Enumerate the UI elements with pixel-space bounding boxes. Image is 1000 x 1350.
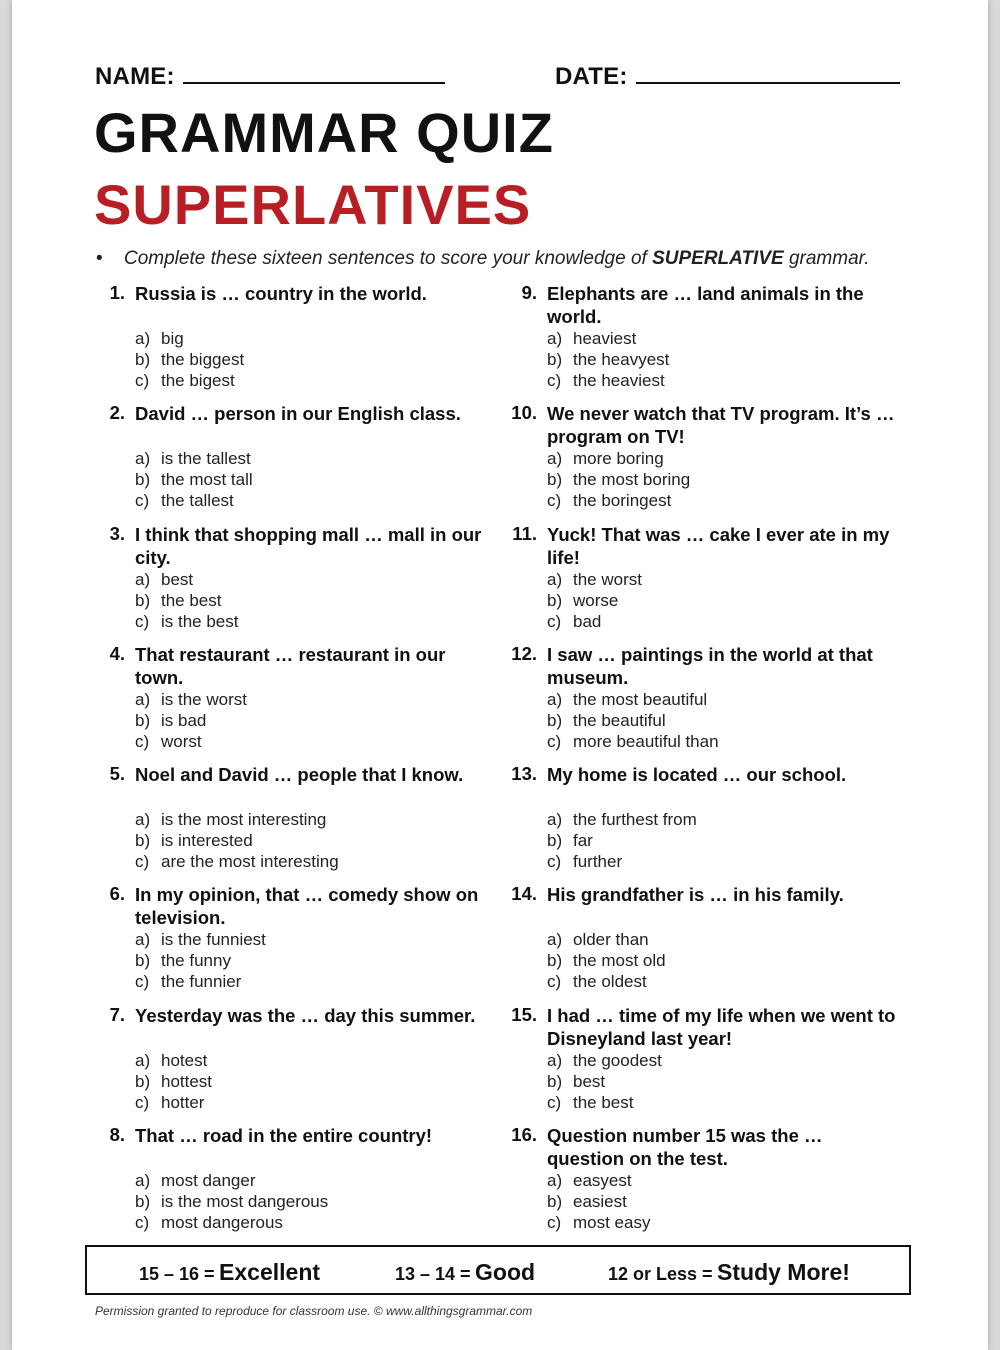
option-letter: b) bbox=[135, 951, 151, 971]
question-stem: I think that shopping mall … mall in our city. bbox=[135, 523, 482, 568]
questions-left-column bbox=[92, 282, 492, 1244]
question-item bbox=[92, 402, 492, 522]
answer-option[interactable] bbox=[547, 731, 719, 752]
option-letter: c) bbox=[135, 611, 150, 631]
question-number: 11. bbox=[512, 522, 537, 544]
option-text: is the best bbox=[161, 611, 239, 631]
answer-option[interactable] bbox=[135, 1050, 212, 1071]
option-text: the boringest bbox=[573, 491, 672, 511]
option-letter: c) bbox=[547, 731, 562, 751]
option-letter: b) bbox=[547, 1192, 563, 1212]
footer-permission: Permission granted to reproduce for classroom use. © www.allthingsgrammar.com bbox=[95, 1304, 533, 1318]
date-blank-line[interactable] bbox=[636, 62, 900, 84]
name-blank-line[interactable] bbox=[183, 62, 445, 84]
answer-options bbox=[135, 929, 266, 992]
answer-option[interactable] bbox=[547, 1170, 650, 1191]
question-number: 14. bbox=[511, 883, 537, 905]
answer-option[interactable] bbox=[135, 1170, 328, 1191]
question-item bbox=[504, 282, 904, 402]
bullet-icon: • bbox=[96, 248, 103, 269]
answer-options bbox=[135, 448, 253, 511]
answer-option[interactable] bbox=[135, 710, 247, 731]
option-letter: c) bbox=[135, 1213, 150, 1233]
answer-options bbox=[547, 569, 642, 632]
option-text: most easy bbox=[573, 1213, 651, 1233]
question-item bbox=[92, 1124, 492, 1244]
option-text: worse bbox=[573, 590, 619, 610]
answer-options bbox=[547, 929, 666, 992]
option-text: is the funniest bbox=[161, 930, 266, 950]
score-key-excellent bbox=[139, 1259, 320, 1286]
option-letter: b) bbox=[135, 350, 151, 369]
answer-options bbox=[135, 1050, 212, 1113]
question-stem: In my opinion, that … comedy show on television. bbox=[135, 884, 479, 929]
option-letter: a) bbox=[135, 930, 151, 950]
option-letter: c) bbox=[135, 491, 150, 511]
option-letter: c) bbox=[547, 491, 562, 511]
answer-option[interactable] bbox=[547, 1092, 662, 1113]
answer-option[interactable] bbox=[135, 349, 244, 370]
answer-option[interactable] bbox=[135, 611, 239, 632]
name-field[interactable] bbox=[95, 62, 445, 91]
option-letter: a) bbox=[547, 1050, 563, 1070]
option-text: the heavyest bbox=[573, 350, 670, 369]
score-result: Study More! bbox=[717, 1259, 850, 1285]
answer-option[interactable] bbox=[135, 1071, 212, 1092]
answer-option[interactable] bbox=[547, 1071, 662, 1092]
option-letter: b) bbox=[547, 951, 563, 971]
option-letter: a) bbox=[135, 569, 151, 589]
question-item bbox=[504, 1124, 904, 1244]
option-text: the worst bbox=[573, 569, 642, 589]
option-text: bad bbox=[573, 611, 602, 631]
name-label: NAME: bbox=[95, 63, 175, 90]
answer-option[interactable] bbox=[547, 469, 690, 490]
question-stem: I saw … paintings in the world at that museum. bbox=[547, 643, 873, 688]
option-letter: c) bbox=[547, 371, 562, 390]
option-letter: c) bbox=[135, 731, 150, 751]
score-range: 13 – 14 = bbox=[395, 1264, 471, 1284]
option-text: the most beautiful bbox=[573, 689, 708, 709]
answer-option[interactable] bbox=[135, 971, 266, 992]
option-text: easyest bbox=[573, 1171, 632, 1191]
answer-options bbox=[547, 689, 719, 752]
option-text: the most old bbox=[573, 951, 666, 971]
option-letter: a) bbox=[547, 689, 563, 709]
question-stem: David … person in our English class. bbox=[135, 403, 461, 425]
answer-option[interactable] bbox=[547, 971, 666, 992]
option-letter: a) bbox=[547, 1171, 563, 1191]
answer-option[interactable] bbox=[547, 950, 666, 971]
question-item bbox=[504, 523, 904, 643]
option-text: the funny bbox=[161, 951, 231, 971]
option-text: is bad bbox=[161, 710, 207, 730]
question-stem: My home is located … our school. bbox=[547, 764, 847, 786]
score-result: Good bbox=[475, 1259, 536, 1285]
question-number: 4. bbox=[109, 642, 125, 664]
question-item bbox=[92, 763, 492, 883]
option-letter: a) bbox=[135, 810, 151, 830]
option-text: is the worst bbox=[161, 689, 247, 709]
question-number: 16. bbox=[511, 1124, 537, 1146]
question-number: 10. bbox=[511, 402, 537, 424]
option-text: further bbox=[573, 852, 623, 872]
answer-option[interactable] bbox=[135, 448, 253, 469]
option-text: older than bbox=[573, 930, 649, 950]
option-text: the heaviest bbox=[573, 371, 665, 390]
question-number: 15. bbox=[511, 1003, 537, 1025]
answer-option[interactable] bbox=[135, 830, 339, 851]
question-stem: That restaurant … restaurant in our town. bbox=[135, 643, 446, 688]
option-text: the best bbox=[161, 590, 222, 610]
option-text: worst bbox=[161, 731, 202, 751]
option-text: hotest bbox=[161, 1050, 208, 1070]
answer-option[interactable] bbox=[547, 689, 719, 710]
answer-option[interactable] bbox=[135, 1092, 212, 1113]
instruction-text-before: Complete these sixteen sentences to score your knowledge of bbox=[124, 248, 647, 269]
option-text: the oldest bbox=[573, 972, 647, 992]
answer-options bbox=[547, 328, 669, 391]
option-letter: a) bbox=[547, 569, 563, 589]
option-letter: a) bbox=[547, 329, 563, 348]
question-number: 5. bbox=[109, 763, 125, 785]
question-item bbox=[92, 1004, 492, 1124]
answer-option[interactable] bbox=[135, 469, 253, 490]
answer-option[interactable] bbox=[547, 1050, 662, 1071]
question-item bbox=[504, 402, 904, 522]
answer-option[interactable] bbox=[135, 328, 244, 349]
question-number: 1. bbox=[109, 282, 125, 303]
answer-options bbox=[547, 1050, 662, 1113]
question-stem: I had … time of my life when we went to Disneyland last year! bbox=[547, 1004, 896, 1049]
answer-option[interactable] bbox=[547, 710, 719, 731]
option-letter: c) bbox=[547, 852, 562, 872]
answer-option[interactable] bbox=[135, 731, 247, 752]
option-letter: b) bbox=[547, 831, 563, 851]
answer-option[interactable] bbox=[135, 1191, 328, 1212]
option-text: big bbox=[161, 329, 184, 348]
answer-option[interactable] bbox=[547, 851, 697, 872]
option-text: is the tallest bbox=[161, 449, 251, 469]
question-number: 6. bbox=[109, 883, 125, 905]
option-text: the most tall bbox=[161, 470, 253, 490]
instruction-text-after: grammar. bbox=[788, 248, 870, 269]
answer-options bbox=[547, 809, 697, 872]
option-letter: c) bbox=[135, 972, 150, 992]
question-number: 3. bbox=[109, 522, 125, 544]
question-stem: Elephants are … land animals in the world. bbox=[547, 283, 864, 327]
option-letter: b) bbox=[135, 1192, 151, 1212]
option-text: is the most interesting bbox=[161, 810, 327, 830]
option-text: hotter bbox=[161, 1092, 205, 1112]
option-letter: c) bbox=[547, 1213, 562, 1233]
score-key-good bbox=[395, 1259, 535, 1286]
answer-options bbox=[547, 1170, 650, 1233]
questions-right-column bbox=[504, 282, 904, 1244]
option-text: best bbox=[161, 569, 194, 589]
answer-option[interactable] bbox=[547, 370, 669, 391]
answer-option[interactable] bbox=[547, 1212, 650, 1233]
answer-option[interactable] bbox=[135, 929, 266, 950]
option-text: best bbox=[573, 1071, 606, 1091]
answer-options bbox=[547, 448, 690, 511]
option-letter: b) bbox=[547, 590, 563, 610]
option-text: easiest bbox=[573, 1192, 627, 1212]
option-text: most dangerous bbox=[161, 1213, 283, 1233]
option-letter: b) bbox=[135, 470, 151, 490]
answer-options bbox=[135, 1170, 328, 1233]
answer-option[interactable] bbox=[547, 1191, 650, 1212]
option-text: the funnier bbox=[161, 972, 242, 992]
question-item bbox=[504, 1004, 904, 1124]
option-letter: b) bbox=[547, 1071, 563, 1091]
option-letter: a) bbox=[135, 1050, 151, 1070]
option-text: more boring bbox=[573, 449, 664, 469]
question-number: 9. bbox=[521, 282, 537, 303]
answer-option[interactable] bbox=[135, 590, 239, 611]
worksheet-page bbox=[12, 0, 988, 1350]
option-letter: a) bbox=[547, 930, 563, 950]
answer-option[interactable] bbox=[135, 950, 266, 971]
score-key-box bbox=[85, 1245, 911, 1295]
option-text: more beautiful than bbox=[573, 731, 719, 751]
score-range: 12 or Less = bbox=[608, 1264, 713, 1284]
answer-option[interactable] bbox=[135, 809, 339, 830]
question-item bbox=[504, 763, 904, 883]
option-text: hottest bbox=[161, 1071, 213, 1091]
score-result: Excellent bbox=[219, 1259, 321, 1285]
answer-option[interactable] bbox=[547, 590, 642, 611]
answer-option[interactable] bbox=[547, 448, 690, 469]
answer-option[interactable] bbox=[547, 929, 666, 950]
option-letter: a) bbox=[547, 810, 563, 830]
option-letter: a) bbox=[547, 449, 563, 469]
answer-option[interactable] bbox=[547, 809, 697, 830]
date-label: DATE: bbox=[555, 63, 628, 90]
option-letter: a) bbox=[135, 689, 151, 709]
option-text: the bigest bbox=[161, 371, 235, 390]
question-item bbox=[92, 523, 492, 643]
option-text: the best bbox=[573, 1092, 634, 1112]
option-text: most danger bbox=[161, 1171, 256, 1191]
question-stem: Noel and David … people that I know. bbox=[135, 764, 464, 786]
answer-option[interactable] bbox=[547, 328, 669, 349]
answer-option[interactable] bbox=[135, 490, 253, 511]
instruction bbox=[96, 248, 870, 270]
option-text: is the most dangerous bbox=[161, 1192, 329, 1212]
question-stem: His grandfather is … in his family. bbox=[547, 884, 844, 906]
question-number: 13. bbox=[511, 763, 537, 785]
option-letter: c) bbox=[135, 371, 150, 390]
answer-option[interactable] bbox=[547, 830, 697, 851]
option-letter: c) bbox=[547, 611, 562, 631]
question-number: 7. bbox=[109, 1003, 125, 1025]
page-title: GRAMMAR QUIZ bbox=[94, 101, 554, 164]
option-letter: a) bbox=[135, 449, 151, 469]
page-subtitle: SUPERLATIVES bbox=[94, 173, 532, 236]
option-text: are the most interesting bbox=[161, 852, 339, 872]
answer-option[interactable] bbox=[547, 569, 642, 590]
option-letter: b) bbox=[135, 590, 151, 610]
option-letter: c) bbox=[547, 1092, 562, 1112]
question-item bbox=[504, 643, 904, 763]
answer-option[interactable] bbox=[135, 1212, 328, 1233]
option-text: the beautiful bbox=[573, 710, 666, 730]
option-letter: b) bbox=[135, 831, 151, 851]
answer-option[interactable] bbox=[547, 611, 642, 632]
score-range: 15 – 16 = bbox=[139, 1264, 215, 1284]
option-text: the tallest bbox=[161, 491, 234, 511]
answer-options bbox=[135, 569, 239, 632]
question-stem: Question number 15 was the … question on the test. bbox=[547, 1125, 823, 1170]
option-text: is interested bbox=[161, 831, 253, 851]
answer-options bbox=[135, 689, 247, 752]
answer-option[interactable] bbox=[135, 569, 239, 590]
question-stem: That … road in the entire country! bbox=[135, 1125, 433, 1147]
option-text: far bbox=[573, 831, 593, 851]
answer-option[interactable] bbox=[547, 490, 690, 511]
option-letter: a) bbox=[135, 1171, 151, 1191]
question-item bbox=[92, 883, 492, 1003]
answer-option[interactable] bbox=[547, 349, 669, 370]
instruction-emphasis: SUPERLATIVE bbox=[652, 248, 784, 269]
option-text: the furthest from bbox=[573, 810, 697, 830]
option-text: heaviest bbox=[573, 329, 637, 348]
option-letter: b) bbox=[135, 710, 151, 730]
answer-option[interactable] bbox=[135, 689, 247, 710]
answer-options bbox=[135, 809, 339, 872]
question-stem: Russia is … country in the world. bbox=[135, 283, 427, 304]
answer-options bbox=[135, 328, 244, 391]
question-number: 12. bbox=[511, 642, 537, 664]
option-letter: c) bbox=[547, 972, 562, 992]
score-key-study-more bbox=[608, 1259, 850, 1286]
date-field[interactable] bbox=[555, 62, 900, 91]
option-text: the goodest bbox=[573, 1050, 662, 1070]
option-letter: b) bbox=[547, 710, 563, 730]
question-item bbox=[504, 883, 904, 1003]
question-item bbox=[92, 282, 492, 402]
question-number: 8. bbox=[109, 1124, 125, 1146]
question-stem: Yesterday was the … day this summer. bbox=[135, 1004, 476, 1026]
option-text: the biggest bbox=[161, 350, 245, 369]
option-letter: b) bbox=[547, 470, 563, 490]
question-number: 2. bbox=[109, 402, 125, 424]
option-letter: b) bbox=[135, 1071, 151, 1091]
option-text: the most boring bbox=[573, 470, 691, 490]
question-item bbox=[92, 643, 492, 763]
question-stem: Yuck! That was … cake I ever ate in my life! bbox=[547, 523, 890, 568]
answer-option[interactable] bbox=[135, 851, 339, 872]
option-letter: c) bbox=[135, 1092, 150, 1112]
option-letter: c) bbox=[135, 852, 150, 872]
option-letter: b) bbox=[547, 350, 563, 369]
answer-option[interactable] bbox=[135, 370, 244, 391]
option-letter: a) bbox=[135, 329, 151, 348]
question-stem: We never watch that TV program. It’s … program on TV! bbox=[547, 403, 895, 448]
